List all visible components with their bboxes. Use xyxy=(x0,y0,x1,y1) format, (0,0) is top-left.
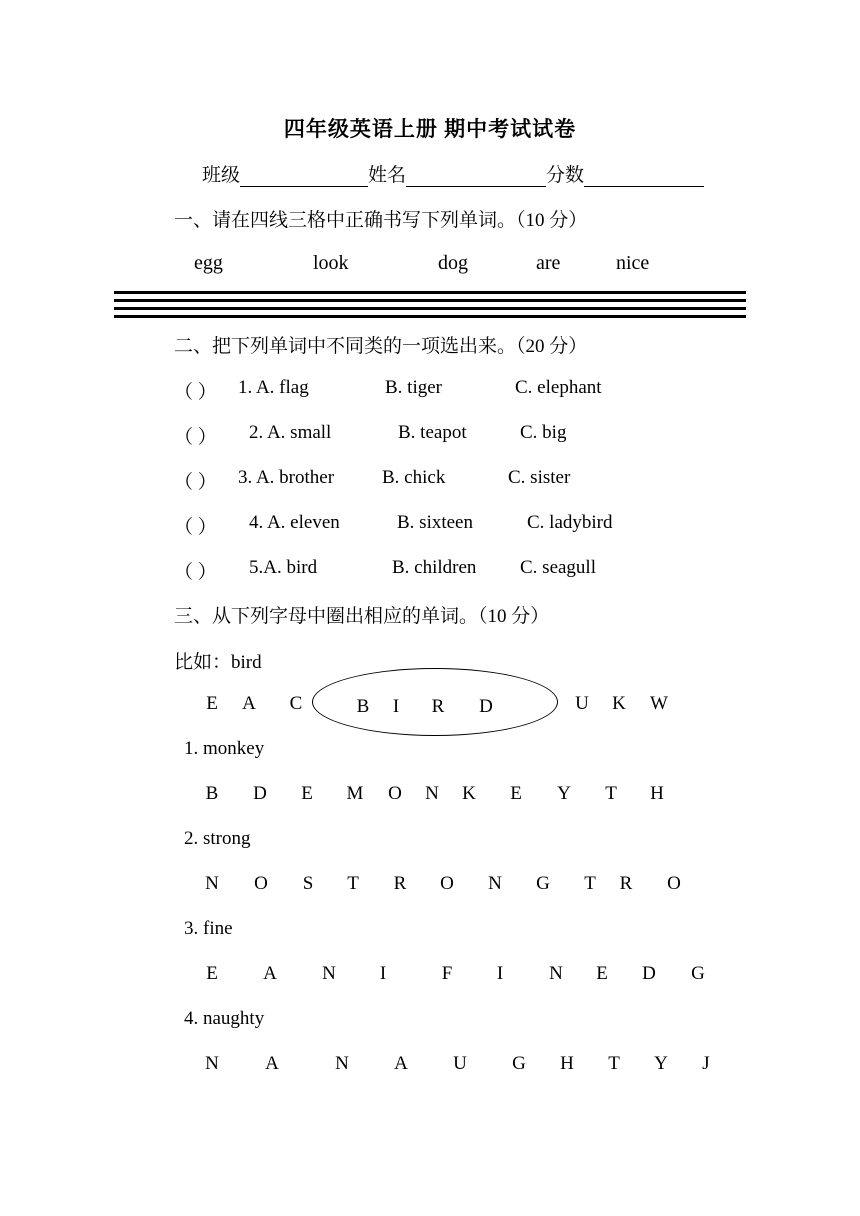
example-letter-row xyxy=(0,693,860,717)
letter: N xyxy=(425,783,439,804)
name-label: 姓名 xyxy=(368,165,407,186)
letter: E xyxy=(206,963,218,984)
item-label: 3. fine xyxy=(184,918,233,939)
option-b: B. tiger xyxy=(385,377,442,398)
letter: Y xyxy=(654,1053,668,1074)
letter: M xyxy=(346,783,364,804)
student-info-line xyxy=(202,160,704,187)
section3-heading: 三、从下列字母中圈出相应的单词。（10 分） xyxy=(174,606,550,627)
letter: A xyxy=(263,963,277,984)
answer-bracket[interactable]: （ ） xyxy=(174,562,217,583)
option-b: B. sixteen xyxy=(397,512,473,533)
letter: N xyxy=(488,873,502,894)
option-b: B. chick xyxy=(382,467,446,488)
letter: O xyxy=(388,783,402,804)
section2-heading: 二、把下列单词中不同类的一项选出来。（20 分） xyxy=(174,336,588,357)
letter: A xyxy=(394,1053,408,1074)
option-b: B. children xyxy=(392,557,477,578)
letter: E xyxy=(301,783,313,804)
letter: N xyxy=(322,963,336,984)
class-blank[interactable] xyxy=(240,167,368,187)
letter: I xyxy=(392,696,400,717)
option-c: C. ladybird xyxy=(527,512,613,533)
answer-bracket[interactable]: （ ） xyxy=(174,517,217,538)
letter: T xyxy=(347,873,359,894)
letter: D xyxy=(479,696,493,717)
letter: T xyxy=(608,1053,620,1074)
grid-line-2 xyxy=(114,299,746,302)
letter: N xyxy=(205,873,219,894)
option-a: 3. A. brother xyxy=(238,467,335,488)
item-label: 1. monkey xyxy=(184,738,265,759)
letter: B xyxy=(356,696,370,717)
option-a: 1. A. flag xyxy=(238,377,309,398)
letter: D xyxy=(642,963,656,984)
letter-row[interactable] xyxy=(0,963,860,987)
letter: O xyxy=(440,873,454,894)
word-2: look xyxy=(313,252,349,274)
letter: H xyxy=(650,783,664,804)
letter: O xyxy=(667,873,681,894)
word-4: are xyxy=(536,252,561,274)
example-label: 比如：bird xyxy=(174,652,262,673)
letter-row[interactable] xyxy=(0,1053,860,1077)
option-b: B. teapot xyxy=(398,422,467,443)
letter: N xyxy=(549,963,563,984)
grid-line-4 xyxy=(114,315,746,318)
letter: A xyxy=(265,1053,279,1074)
word-3: dog xyxy=(438,252,468,274)
letter: B xyxy=(205,783,219,804)
letter: G xyxy=(691,963,705,984)
letter: R xyxy=(619,873,633,894)
letter: E xyxy=(596,963,608,984)
option-c: C. seagull xyxy=(520,557,596,578)
letter: W xyxy=(650,693,668,714)
grid-line-1 xyxy=(114,291,746,294)
letter: C xyxy=(289,693,303,714)
letter: R xyxy=(431,696,445,717)
letter: D xyxy=(253,783,267,804)
letter: N xyxy=(205,1053,219,1074)
letter: G xyxy=(512,1053,526,1074)
option-c: C. big xyxy=(520,422,567,443)
score-label: 分数 xyxy=(546,165,585,186)
letter: F xyxy=(441,963,453,984)
letter: R xyxy=(393,873,407,894)
letter-row[interactable] xyxy=(0,783,860,807)
letter: K xyxy=(462,783,476,804)
option-c: C. sister xyxy=(508,467,571,488)
page-title: 四年级英语上册 期中考试试卷 xyxy=(283,117,577,141)
letter: I xyxy=(379,963,387,984)
letter: U xyxy=(575,693,589,714)
grid-line-3 xyxy=(114,307,746,310)
option-a: 2. A. small xyxy=(249,422,332,443)
letter: I xyxy=(496,963,504,984)
letter: U xyxy=(453,1053,467,1074)
option-c: C. elephant xyxy=(515,377,602,398)
item-label: 4. naughty xyxy=(184,1008,265,1029)
answer-bracket[interactable]: （ ） xyxy=(174,472,217,493)
letter: A xyxy=(242,693,256,714)
letter: T xyxy=(605,783,617,804)
word-5: nice xyxy=(616,252,650,274)
letter: J xyxy=(702,1053,710,1074)
class-label: 班级 xyxy=(202,165,241,186)
answer-bracket[interactable]: （ ） xyxy=(174,427,217,448)
letter: N xyxy=(335,1053,349,1074)
item-label: 2. strong xyxy=(184,828,251,849)
name-blank[interactable] xyxy=(406,167,546,187)
score-blank[interactable] xyxy=(584,167,704,187)
letter: G xyxy=(536,873,550,894)
letter: E xyxy=(206,693,218,714)
word-1: egg xyxy=(194,252,223,274)
letter: E xyxy=(510,783,522,804)
section1-heading: 一、请在四线三格中正确书写下列单词。（10 分） xyxy=(174,210,588,231)
option-a: 5.A. bird xyxy=(249,557,318,578)
letter: O xyxy=(254,873,268,894)
answer-bracket[interactable]: （ ） xyxy=(174,382,217,403)
letter-row[interactable] xyxy=(0,873,860,897)
letter: K xyxy=(612,693,626,714)
letter: T xyxy=(584,873,596,894)
letter: S xyxy=(302,873,314,894)
option-a: 4. A. eleven xyxy=(249,512,340,533)
letter: H xyxy=(560,1053,574,1074)
letter: Y xyxy=(557,783,571,804)
